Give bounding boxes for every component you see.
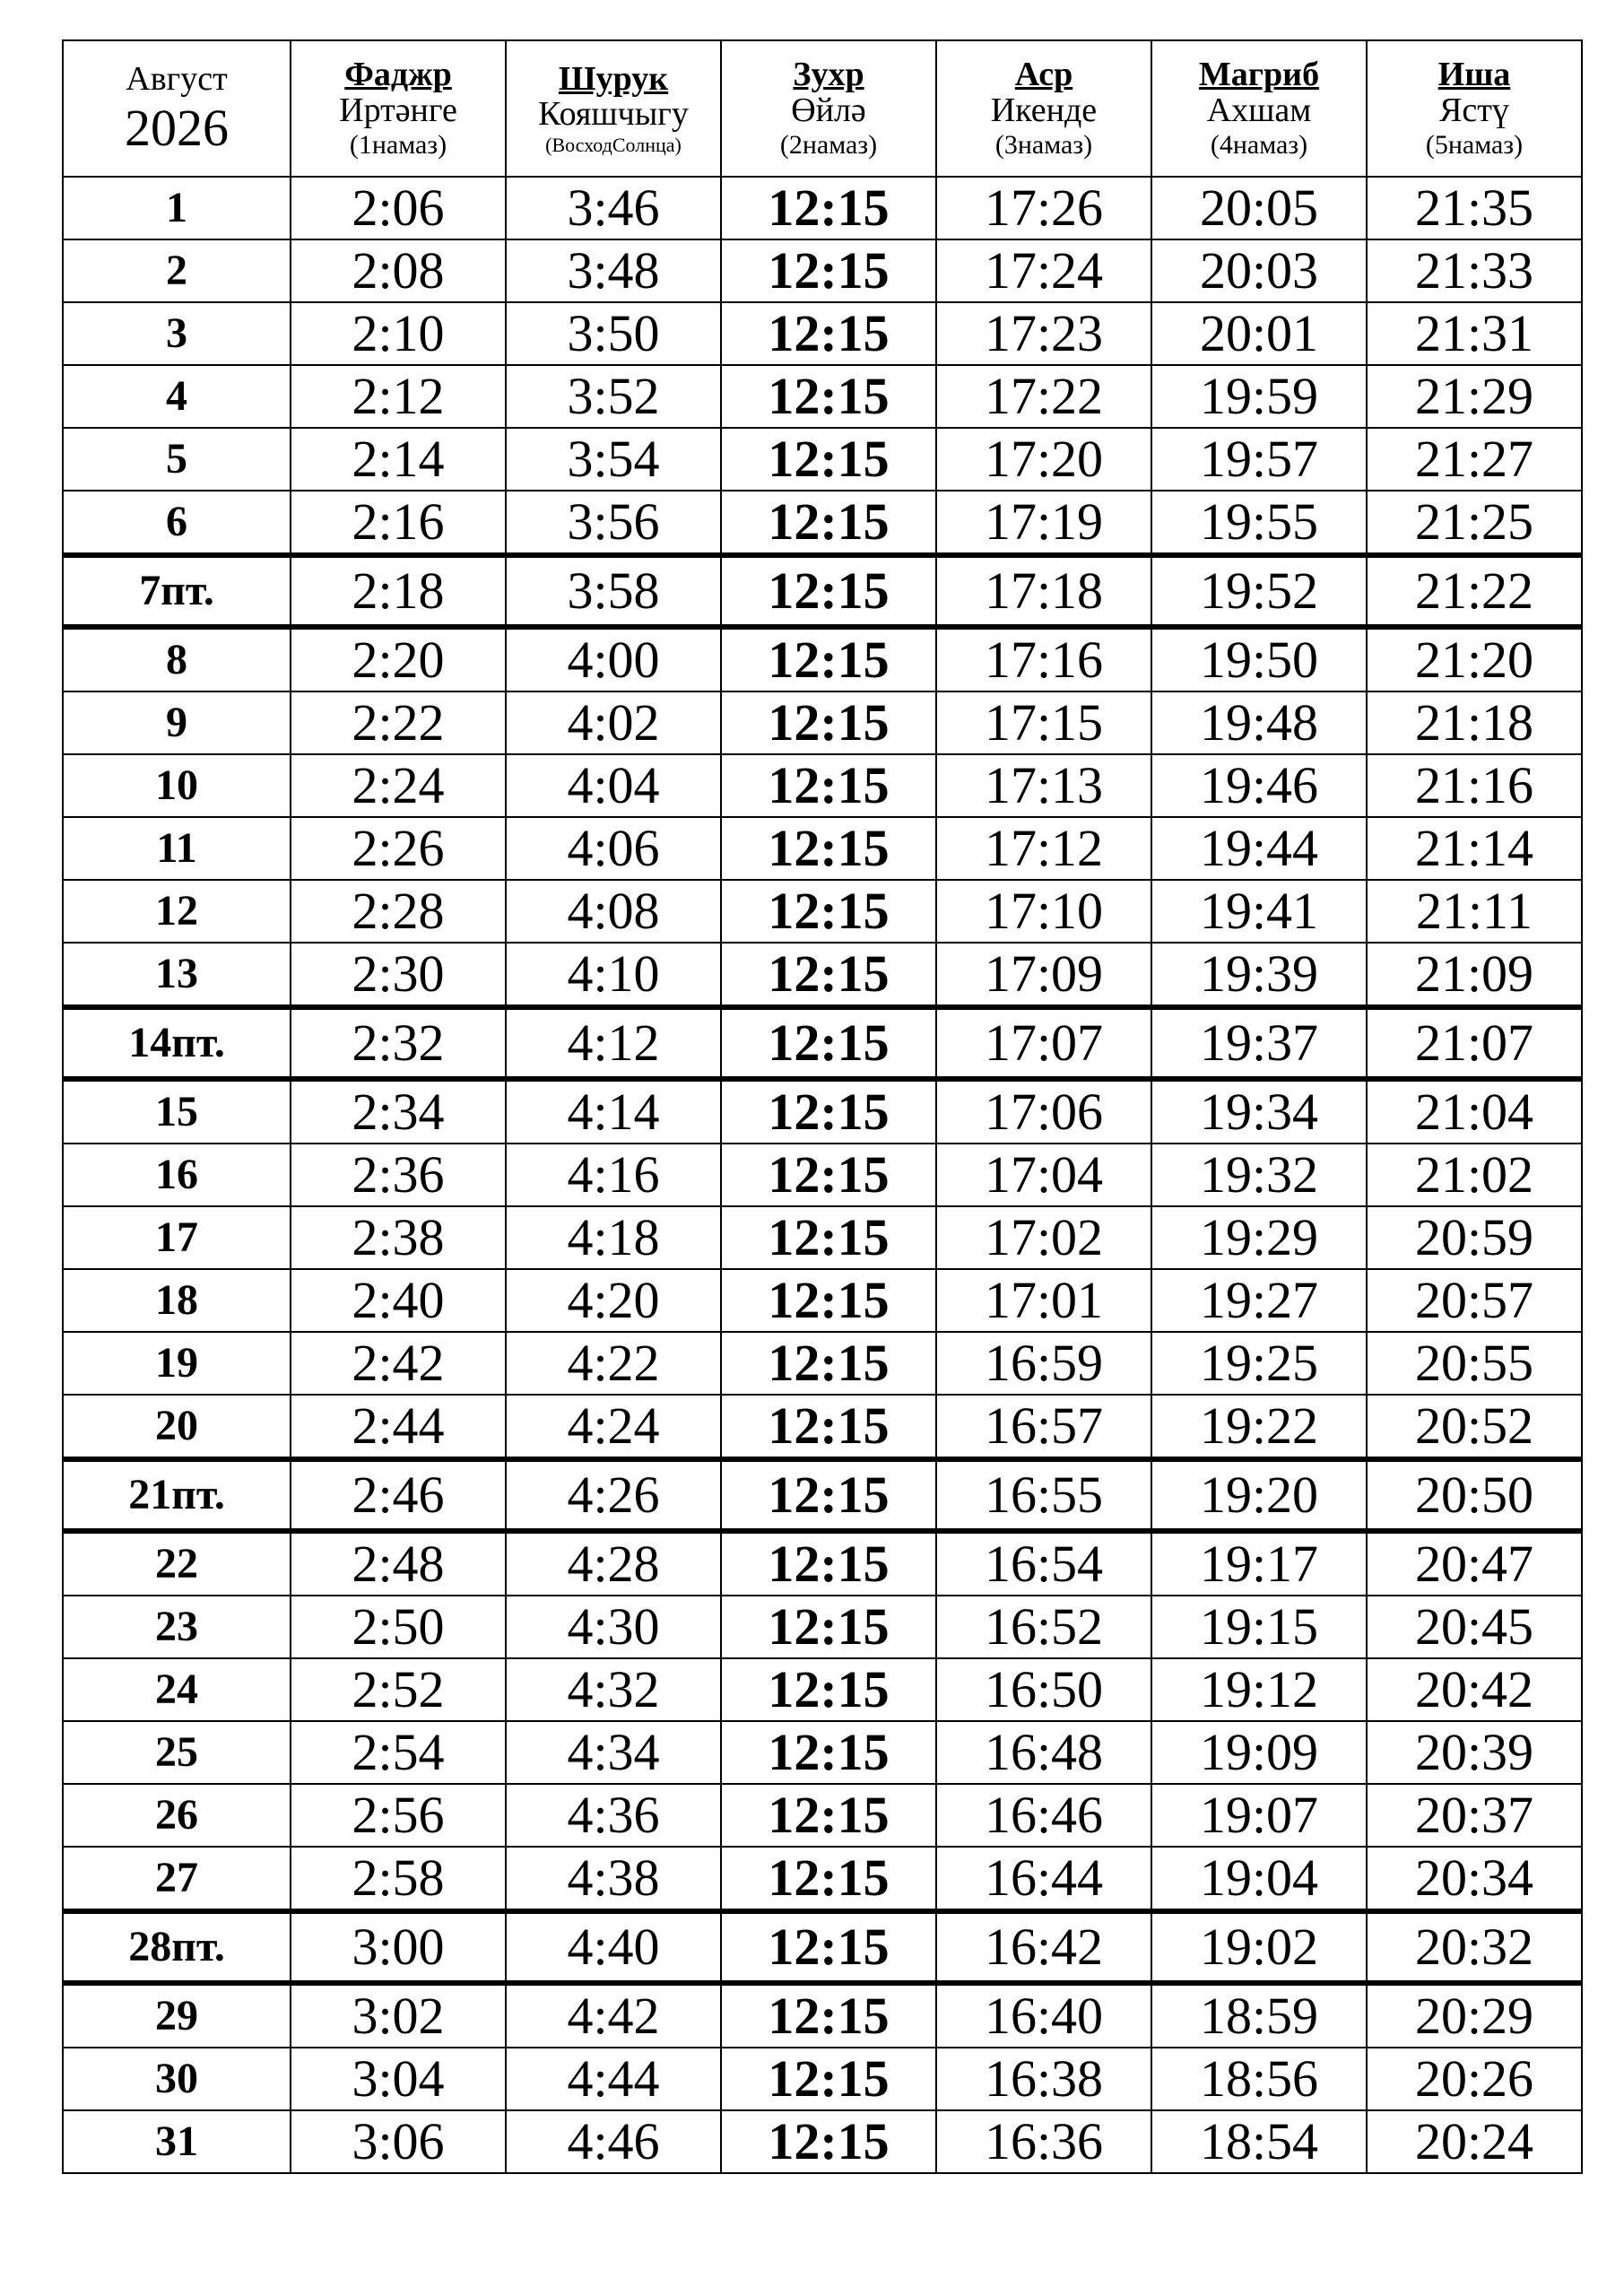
- fajr-time-cell: 2:20: [291, 627, 506, 691]
- asr-time-cell: 17:13: [936, 754, 1151, 817]
- fajr-time-cell: 2:18: [291, 555, 506, 627]
- table-row: [63, 1721, 1582, 1784]
- shuruk-time-cell: 3:52: [506, 365, 721, 428]
- isha-time-cell: 20:59: [1367, 1206, 1582, 1269]
- table-row: [63, 1658, 1582, 1721]
- shuruk-time-cell: 3:46: [506, 177, 721, 239]
- fajr-time-cell: 2:06: [291, 177, 506, 239]
- isha-time-cell: 20:37: [1367, 1784, 1582, 1847]
- day-cell: 22: [63, 1531, 291, 1596]
- fajr-time-cell: 2:26: [291, 817, 506, 880]
- column-tatar-name: Ястү: [1439, 91, 1509, 130]
- fajr-time-cell: 2:28: [291, 880, 506, 943]
- column-name: Иша: [1437, 56, 1511, 94]
- maghrib-time-cell: 19:27: [1151, 1269, 1367, 1332]
- isha-time-cell: 21:22: [1367, 555, 1582, 627]
- maghrib-time-cell: 19:02: [1151, 1911, 1367, 1983]
- column-name: Аср: [1014, 56, 1073, 94]
- column-note: (5намаз): [1425, 130, 1524, 161]
- table-row: [63, 1079, 1582, 1144]
- isha-time-cell: 21:20: [1367, 627, 1582, 691]
- zuhr-time-cell: 12:15: [721, 1144, 936, 1206]
- isha-time-cell: 20:47: [1367, 1531, 1582, 1596]
- isha-time-cell: 21:02: [1367, 1144, 1582, 1206]
- shuruk-time-cell: 4:22: [506, 1332, 721, 1395]
- fajr-time-cell: 3:00: [291, 1911, 506, 1983]
- fajr-time-cell: 2:58: [291, 1847, 506, 1911]
- zuhr-time-cell: 12:15: [721, 754, 936, 817]
- fajr-time-cell: 2:54: [291, 1721, 506, 1784]
- fajr-time-cell: 2:48: [291, 1531, 506, 1596]
- table-row-friday: [63, 1911, 1582, 1983]
- fajr-time-cell: 2:24: [291, 754, 506, 817]
- table-row: [63, 1596, 1582, 1658]
- day-cell: 1: [63, 177, 291, 239]
- table-row: [63, 754, 1582, 817]
- shuruk-time-cell: 3:54: [506, 428, 721, 491]
- day-cell: 25: [63, 1721, 291, 1784]
- day-cell: 27: [63, 1847, 291, 1911]
- zuhr-time-cell: 12:15: [721, 1847, 936, 1911]
- shuruk-time-cell: 3:48: [506, 239, 721, 302]
- day-cell: 23: [63, 1596, 291, 1658]
- isha-time-cell: 21:29: [1367, 365, 1582, 428]
- column-tatar-name: Ахшам: [1206, 91, 1312, 130]
- maghrib-time-cell: 20:03: [1151, 239, 1367, 302]
- day-cell: 10: [63, 754, 291, 817]
- day-cell: 20: [63, 1395, 291, 1459]
- zuhr-time-cell: 12:15: [721, 1596, 936, 1658]
- maghrib-time-cell: 19:17: [1151, 1531, 1367, 1596]
- table-row: [63, 943, 1582, 1007]
- header-zuhr: [721, 40, 936, 177]
- column-tatar-name: Кояшчыгу: [538, 95, 689, 134]
- asr-time-cell: 17:10: [936, 880, 1151, 943]
- maghrib-time-cell: 19:20: [1151, 1459, 1367, 1531]
- table-row-friday: [63, 555, 1582, 627]
- isha-time-cell: 21:35: [1367, 177, 1582, 239]
- isha-time-cell: 20:57: [1367, 1269, 1582, 1332]
- maghrib-time-cell: 19:29: [1151, 1206, 1367, 1269]
- shuruk-time-cell: 4:30: [506, 1596, 721, 1658]
- fajr-time-cell: 2:30: [291, 943, 506, 1007]
- zuhr-time-cell: 12:15: [721, 1658, 936, 1721]
- maghrib-time-cell: 19:59: [1151, 365, 1367, 428]
- isha-time-cell: 20:42: [1367, 1658, 1582, 1721]
- maghrib-time-cell: 20:05: [1151, 177, 1367, 239]
- shuruk-time-cell: 4:42: [506, 1983, 721, 2048]
- column-note: (4намаз): [1210, 130, 1308, 161]
- zuhr-time-cell: 12:15: [721, 1206, 936, 1269]
- asr-time-cell: 16:54: [936, 1531, 1151, 1596]
- column-note: (1намаз): [349, 130, 447, 161]
- table-row: [63, 1206, 1582, 1269]
- zuhr-time-cell: 12:15: [721, 365, 936, 428]
- asr-time-cell: 17:22: [936, 365, 1151, 428]
- header-shuruk: [506, 40, 721, 177]
- asr-time-cell: 17:09: [936, 943, 1151, 1007]
- shuruk-time-cell: 4:10: [506, 943, 721, 1007]
- asr-time-cell: 16:48: [936, 1721, 1151, 1784]
- isha-time-cell: 21:25: [1367, 491, 1582, 555]
- asr-time-cell: 16:55: [936, 1459, 1151, 1531]
- shuruk-time-cell: 4:04: [506, 754, 721, 817]
- shuruk-time-cell: 4:24: [506, 1395, 721, 1459]
- table-row: [63, 1269, 1582, 1332]
- table-row: [63, 1847, 1582, 1911]
- day-cell: 3: [63, 302, 291, 365]
- maghrib-time-cell: 19:32: [1151, 1144, 1367, 1206]
- day-cell: 28пт.: [63, 1911, 291, 1983]
- day-cell: 24: [63, 1658, 291, 1721]
- day-cell: 5: [63, 428, 291, 491]
- table-row: [63, 627, 1582, 691]
- zuhr-time-cell: 12:15: [721, 302, 936, 365]
- day-cell: 8: [63, 627, 291, 691]
- isha-time-cell: 21:27: [1367, 428, 1582, 491]
- zuhr-time-cell: 12:15: [721, 943, 936, 1007]
- fajr-time-cell: 2:36: [291, 1144, 506, 1206]
- asr-time-cell: 17:23: [936, 302, 1151, 365]
- isha-time-cell: 20:24: [1367, 2110, 1582, 2173]
- asr-time-cell: 16:57: [936, 1395, 1151, 1459]
- fajr-time-cell: 2:38: [291, 1206, 506, 1269]
- table-row: [63, 1144, 1582, 1206]
- isha-time-cell: 20:45: [1367, 1596, 1582, 1658]
- zuhr-time-cell: 12:15: [721, 1332, 936, 1395]
- fajr-time-cell: 2:56: [291, 1784, 506, 1847]
- zuhr-time-cell: 12:15: [721, 1079, 936, 1144]
- asr-time-cell: 17:19: [936, 491, 1151, 555]
- isha-time-cell: 20:52: [1367, 1395, 1582, 1459]
- maghrib-time-cell: 19:46: [1151, 754, 1367, 817]
- maghrib-time-cell: 18:59: [1151, 1983, 1367, 2048]
- shuruk-time-cell: 4:44: [506, 2048, 721, 2110]
- maghrib-time-cell: 19:39: [1151, 943, 1367, 1007]
- asr-time-cell: 17:06: [936, 1079, 1151, 1144]
- isha-time-cell: 21:31: [1367, 302, 1582, 365]
- day-cell: 11: [63, 817, 291, 880]
- day-cell: 7пт.: [63, 555, 291, 627]
- asr-time-cell: 17:18: [936, 555, 1151, 627]
- table-row: [63, 817, 1582, 880]
- isha-time-cell: 21:33: [1367, 239, 1582, 302]
- maghrib-time-cell: 19:25: [1151, 1332, 1367, 1395]
- zuhr-time-cell: 12:15: [721, 1784, 936, 1847]
- maghrib-time-cell: 20:01: [1151, 302, 1367, 365]
- day-cell: 15: [63, 1079, 291, 1144]
- shuruk-time-cell: 4:14: [506, 1079, 721, 1144]
- column-tatar-name: Иртәнге: [339, 91, 457, 130]
- maghrib-time-cell: 19:15: [1151, 1596, 1367, 1658]
- isha-time-cell: 20:50: [1367, 1459, 1582, 1531]
- isha-time-cell: 20:29: [1367, 1983, 1582, 2048]
- day-cell: 13: [63, 943, 291, 1007]
- shuruk-time-cell: 4:36: [506, 1784, 721, 1847]
- fajr-time-cell: 2:32: [291, 1007, 506, 1079]
- asr-time-cell: 16:50: [936, 1658, 1151, 1721]
- column-tatar-name: Өйлә: [791, 91, 866, 130]
- day-cell: 16: [63, 1144, 291, 1206]
- zuhr-time-cell: 12:15: [721, 1911, 936, 1983]
- maghrib-time-cell: 19:52: [1151, 555, 1367, 627]
- maghrib-time-cell: 19:44: [1151, 817, 1367, 880]
- fajr-time-cell: 2:16: [291, 491, 506, 555]
- zuhr-time-cell: 12:15: [721, 177, 936, 239]
- day-cell: 9: [63, 691, 291, 754]
- table-row: [63, 1531, 1582, 1596]
- table-row: [63, 1784, 1582, 1847]
- column-name: Зухр: [793, 56, 864, 94]
- shuruk-time-cell: 4:00: [506, 627, 721, 691]
- day-cell: 21пт.: [63, 1459, 291, 1531]
- maghrib-time-cell: 19:48: [1151, 691, 1367, 754]
- shuruk-time-cell: 4:20: [506, 1269, 721, 1332]
- shuruk-time-cell: 4:12: [506, 1007, 721, 1079]
- prayer-timetable-sheet: [62, 39, 1579, 2174]
- shuruk-time-cell: 3:56: [506, 491, 721, 555]
- fajr-time-cell: 2:42: [291, 1332, 506, 1395]
- table-row: [63, 428, 1582, 491]
- fajr-time-cell: 2:34: [291, 1079, 506, 1144]
- asr-time-cell: 17:01: [936, 1269, 1151, 1332]
- month-label: Август: [126, 59, 228, 98]
- zuhr-time-cell: 12:15: [721, 1007, 936, 1079]
- table-row: [63, 691, 1582, 754]
- asr-time-cell: 17:04: [936, 1144, 1151, 1206]
- column-name: Магриб: [1198, 56, 1320, 94]
- fajr-time-cell: 3:04: [291, 2048, 506, 2110]
- shuruk-time-cell: 4:08: [506, 880, 721, 943]
- prayer-times-body: [63, 177, 1582, 2173]
- isha-time-cell: 20:34: [1367, 1847, 1582, 1911]
- zuhr-time-cell: 12:15: [721, 1269, 936, 1332]
- zuhr-time-cell: 12:15: [721, 1459, 936, 1531]
- isha-time-cell: 20:32: [1367, 1911, 1582, 1983]
- fajr-time-cell: 2:08: [291, 239, 506, 302]
- column-name: Шурук: [558, 59, 669, 98]
- fajr-time-cell: 2:44: [291, 1395, 506, 1459]
- fajr-time-cell: 2:46: [291, 1459, 506, 1531]
- column-note: (ВосходСолнца): [545, 134, 682, 157]
- maghrib-time-cell: 19:34: [1151, 1079, 1367, 1144]
- shuruk-time-cell: 4:06: [506, 817, 721, 880]
- maghrib-time-cell: 19:04: [1151, 1847, 1367, 1911]
- isha-time-cell: 21:07: [1367, 1007, 1582, 1079]
- fajr-time-cell: 2:12: [291, 365, 506, 428]
- table-row: [63, 491, 1582, 555]
- day-cell: 6: [63, 491, 291, 555]
- table-row: [63, 2048, 1582, 2110]
- isha-time-cell: 21:04: [1367, 1079, 1582, 1144]
- maghrib-time-cell: 19:07: [1151, 1784, 1367, 1847]
- maghrib-time-cell: 19:12: [1151, 1658, 1367, 1721]
- asr-time-cell: 16:44: [936, 1847, 1151, 1911]
- asr-time-cell: 16:38: [936, 2048, 1151, 2110]
- fajr-time-cell: 2:14: [291, 428, 506, 491]
- zuhr-time-cell: 12:15: [721, 239, 936, 302]
- shuruk-time-cell: 4:38: [506, 1847, 721, 1911]
- fajr-time-cell: 2:40: [291, 1269, 506, 1332]
- maghrib-time-cell: 19:22: [1151, 1395, 1367, 1459]
- table-row: [63, 1395, 1582, 1459]
- shuruk-time-cell: 3:50: [506, 302, 721, 365]
- maghrib-time-cell: 19:41: [1151, 880, 1367, 943]
- maghrib-time-cell: 18:56: [1151, 2048, 1367, 2110]
- asr-time-cell: 17:24: [936, 239, 1151, 302]
- maghrib-time-cell: 19:57: [1151, 428, 1367, 491]
- maghrib-time-cell: 19:55: [1151, 491, 1367, 555]
- zuhr-time-cell: 12:15: [721, 1395, 936, 1459]
- zuhr-time-cell: 12:15: [721, 880, 936, 943]
- month-year-header: [63, 40, 291, 177]
- isha-time-cell: 21:16: [1367, 754, 1582, 817]
- shuruk-time-cell: 4:28: [506, 1531, 721, 1596]
- zuhr-time-cell: 12:15: [721, 627, 936, 691]
- day-cell: 12: [63, 880, 291, 943]
- column-note: (2намаз): [779, 130, 878, 161]
- day-cell: 2: [63, 239, 291, 302]
- isha-time-cell: 21:18: [1367, 691, 1582, 754]
- table-row-friday: [63, 1007, 1582, 1079]
- day-cell: 29: [63, 1983, 291, 2048]
- shuruk-time-cell: 4:02: [506, 691, 721, 754]
- column-tatar-name: Икенде: [990, 91, 1098, 130]
- shuruk-time-cell: 3:58: [506, 555, 721, 627]
- table-row: [63, 1983, 1582, 2048]
- day-cell: 14пт.: [63, 1007, 291, 1079]
- zuhr-time-cell: 12:15: [721, 1531, 936, 1596]
- shuruk-time-cell: 4:32: [506, 1658, 721, 1721]
- fajr-time-cell: 3:06: [291, 2110, 506, 2173]
- zuhr-time-cell: 12:15: [721, 817, 936, 880]
- day-cell: 4: [63, 365, 291, 428]
- table-row: [63, 365, 1582, 428]
- asr-time-cell: 17:12: [936, 817, 1151, 880]
- isha-time-cell: 21:09: [1367, 943, 1582, 1007]
- table-row-friday: [63, 1459, 1582, 1531]
- day-cell: 26: [63, 1784, 291, 1847]
- maghrib-time-cell: 18:54: [1151, 2110, 1367, 2173]
- fajr-time-cell: 2:50: [291, 1596, 506, 1658]
- asr-time-cell: 16:59: [936, 1332, 1151, 1395]
- isha-time-cell: 20:55: [1367, 1332, 1582, 1395]
- zuhr-time-cell: 12:15: [721, 428, 936, 491]
- asr-time-cell: 16:52: [936, 1596, 1151, 1658]
- asr-time-cell: 17:26: [936, 177, 1151, 239]
- column-name: Фаджр: [344, 56, 452, 94]
- shuruk-time-cell: 4:16: [506, 1144, 721, 1206]
- zuhr-time-cell: 12:15: [721, 691, 936, 754]
- zuhr-time-cell: 12:15: [721, 491, 936, 555]
- day-cell: 19: [63, 1332, 291, 1395]
- fajr-time-cell: 3:02: [291, 1983, 506, 2048]
- zuhr-time-cell: 12:15: [721, 2110, 936, 2173]
- shuruk-time-cell: 4:26: [506, 1459, 721, 1531]
- asr-time-cell: 17:20: [936, 428, 1151, 491]
- shuruk-time-cell: 4:34: [506, 1721, 721, 1784]
- asr-time-cell: 17:07: [936, 1007, 1151, 1079]
- isha-time-cell: 20:39: [1367, 1721, 1582, 1784]
- table-row: [63, 2110, 1582, 2173]
- day-cell: 30: [63, 2048, 291, 2110]
- header-maghrib: [1151, 40, 1367, 177]
- asr-time-cell: 16:42: [936, 1911, 1151, 1983]
- shuruk-time-cell: 4:46: [506, 2110, 721, 2173]
- isha-time-cell: 21:14: [1367, 817, 1582, 880]
- asr-time-cell: 17:02: [936, 1206, 1151, 1269]
- asr-time-cell: 17:15: [936, 691, 1151, 754]
- zuhr-time-cell: 12:15: [721, 2048, 936, 2110]
- header-isha: [1367, 40, 1582, 177]
- fajr-time-cell: 2:22: [291, 691, 506, 754]
- asr-time-cell: 16:46: [936, 1784, 1151, 1847]
- table-row: [63, 302, 1582, 365]
- maghrib-time-cell: 19:50: [1151, 627, 1367, 691]
- shuruk-time-cell: 4:40: [506, 1911, 721, 1983]
- isha-time-cell: 20:26: [1367, 2048, 1582, 2110]
- zuhr-time-cell: 12:15: [721, 555, 936, 627]
- zuhr-time-cell: 12:15: [721, 1983, 936, 2048]
- maghrib-time-cell: 19:37: [1151, 1007, 1367, 1079]
- day-cell: 18: [63, 1269, 291, 1332]
- header-fajr: [291, 40, 506, 177]
- asr-time-cell: 17:16: [936, 627, 1151, 691]
- fajr-time-cell: 2:10: [291, 302, 506, 365]
- table-row: [63, 239, 1582, 302]
- asr-time-cell: 16:40: [936, 1983, 1151, 2048]
- isha-time-cell: 21:11: [1367, 880, 1582, 943]
- year-label: 2026: [125, 98, 229, 157]
- shuruk-time-cell: 4:18: [506, 1206, 721, 1269]
- prayer-times-table: [62, 39, 1583, 2174]
- asr-time-cell: 16:36: [936, 2110, 1151, 2173]
- day-cell: 17: [63, 1206, 291, 1269]
- table-row: [63, 1332, 1582, 1395]
- zuhr-time-cell: 12:15: [721, 1721, 936, 1784]
- table-header-row: [63, 40, 1582, 177]
- column-note: (3намаз): [994, 130, 1093, 161]
- maghrib-time-cell: 19:09: [1151, 1721, 1367, 1784]
- day-cell: 31: [63, 2110, 291, 2173]
- header-asr: [936, 40, 1151, 177]
- table-row: [63, 880, 1582, 943]
- table-row: [63, 177, 1582, 239]
- fajr-time-cell: 2:52: [291, 1658, 506, 1721]
